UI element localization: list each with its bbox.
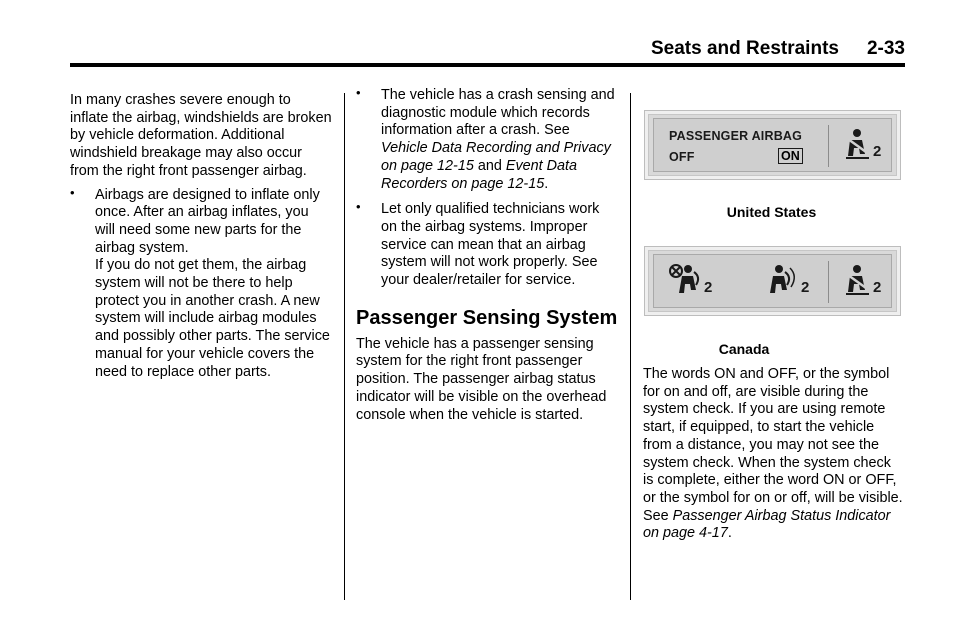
bullet-text: Airbags are designed to inflate only once. After an airbag inflates, you will need some new parts for the airbag system. xyxy=(95,186,320,256)
canada-caption: Canada xyxy=(718,341,770,357)
seatbelt-icon xyxy=(842,264,872,296)
cross-reference: Event Data Recorders on page 12-15 xyxy=(381,157,578,192)
us-caption: United States xyxy=(726,204,817,220)
column-3-text xyxy=(643,366,905,543)
on-label: ON xyxy=(778,148,803,164)
body-paragraph: The vehicle has a passenger sensing system for the right front passenger position. The passenger airbag status indicator will be visible on the overhead console when the vehicle is started. xyxy=(356,335,607,423)
section-title: Seats and Restraints xyxy=(651,38,839,59)
column-divider-2 xyxy=(630,93,631,600)
bullet-icon: • xyxy=(70,184,75,200)
header-rule xyxy=(70,63,905,67)
bullet-continuation: If you do not get them, the airbag system will not be there to help protect you in another crash. A new system will include airbag modules and possibly other parts. The service manual for your vehicle covers the need to replace other parts. xyxy=(95,257,330,380)
body-paragraph: The words ON and OFF, or the symbol for on and off, are visible during the system check. If you are using remote start, if equipped, to start the vehicle from a distance, you may not see the system check. When the system check is complete, either the word ON or OFF, or the symbol for on or off, will be visible. See Passenger Airbag Status Indicator on page 4-17. xyxy=(643,366,903,542)
page-header xyxy=(560,38,905,60)
panel-divider xyxy=(828,125,829,167)
panel-divider xyxy=(828,261,829,303)
passenger-airbag-label: PASSENGER AIRBAG xyxy=(669,129,803,143)
us-status-indicator-panel xyxy=(644,110,901,180)
airbag-on-icon xyxy=(766,263,800,299)
section-heading: Passenger Sensing System xyxy=(356,306,618,329)
bullet-item xyxy=(356,87,618,193)
seat-number-label: 2 xyxy=(801,279,810,296)
page-number: 2-33 xyxy=(866,38,905,59)
seat-number-label: 2 xyxy=(704,279,713,296)
panel-face xyxy=(653,118,892,172)
column-1 xyxy=(70,92,332,381)
airbag-off-icon xyxy=(668,263,706,299)
intro-paragraph: In many crashes severe enough to inflate the airbag, windshields are broken by vehicle deformation. Additional windshield breakage may also occur from the right front passenger airbag. xyxy=(70,92,332,179)
panel-face xyxy=(653,254,892,308)
off-label: OFF xyxy=(669,150,695,164)
column-divider-1 xyxy=(344,93,345,600)
bullet-text: Let only qualified technicians work on the airbag systems. Improper service can mean that an airbag system will not work properly. See your dealer/retailer for service. xyxy=(381,201,600,289)
bullet-icon: • xyxy=(356,85,361,100)
seat-number-label: 2 xyxy=(873,143,882,160)
bullet-item xyxy=(356,201,618,290)
bullet-text: The vehicle has a crash sensing and diagnostic module which records information after a crash. See Vehicle Data Recording and Privacy on page 12-15 and Event Data Recorders on page 12-15. xyxy=(381,87,615,192)
cross-reference: Vehicle Data Recording and Privacy on page 12-15 xyxy=(381,140,611,174)
bullet-icon: • xyxy=(356,199,361,215)
bullet-item xyxy=(70,184,332,382)
canada-status-indicator-panel xyxy=(644,246,901,316)
column-2 xyxy=(356,87,618,424)
seat-number-label: 2 xyxy=(873,279,882,296)
cross-reference: Passenger Airbag Status Indicator on page 4-17 xyxy=(643,507,891,542)
seatbelt-icon xyxy=(842,128,872,160)
